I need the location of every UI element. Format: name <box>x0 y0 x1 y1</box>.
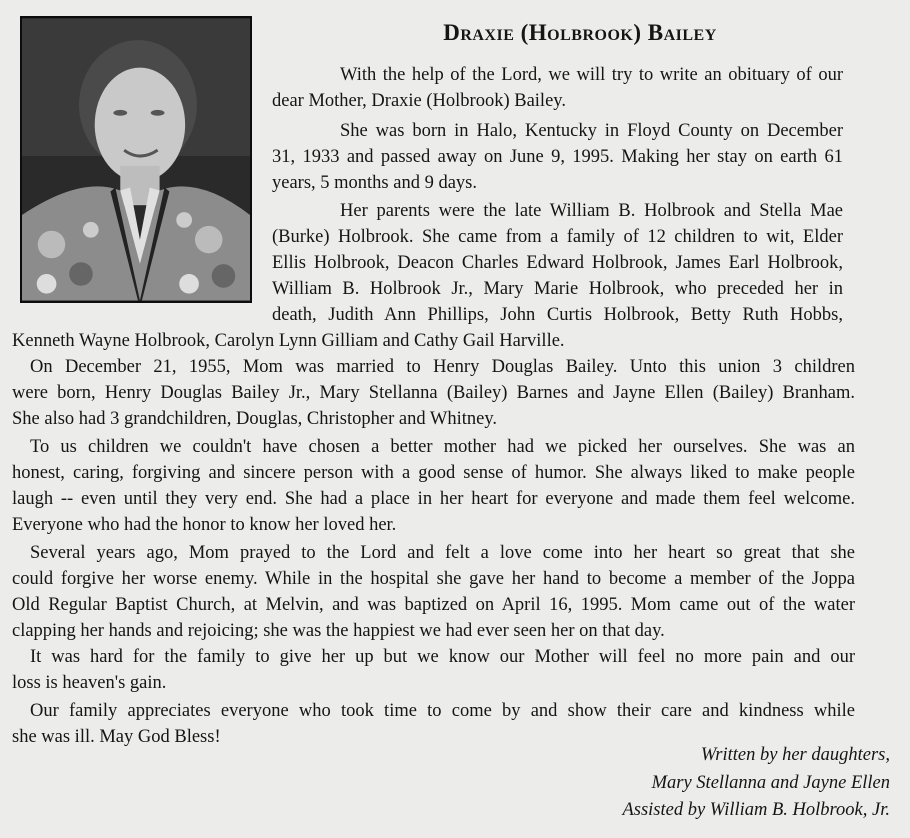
body-line: clapping her hands and rejoicing; she was the happiest we had ever seen her on that day. <box>12 621 665 641</box>
body-line: To us children we couldn't have chosen a better mother had we picked her ourselves. She was an <box>30 437 855 457</box>
body-line: loss is heaven's gain. <box>12 673 167 693</box>
body-line: On December 21, 1955, Mom was married to Henry Douglas Bailey. Unto this union 3 children <box>30 357 855 377</box>
body-line: With the help of the Lord, we will try to write an obituary of our <box>340 65 843 85</box>
signature-line-3: Assisted by William B. Holbrook, Jr. <box>622 800 890 820</box>
body-line: Old Regular Baptist Church, at Melvin, and was baptized on April 16, 1995. Mom came out of the water <box>12 595 855 615</box>
body-line: death, Judith Ann Phillips, John Curtis Holbrook, Betty Ruth Hobbs, <box>272 305 843 325</box>
body-line: Our family appreciates everyone who took time to come by and show their care and kindness while <box>30 701 855 721</box>
body-line: years, 5 months and 9 days. <box>272 173 478 193</box>
body-line: She also had 3 grandchildren, Douglas, Christopher and Whitney. <box>12 409 498 429</box>
body-line: William B. Holbrook Jr., Mary Marie Holbrook, who preceded her in <box>272 279 843 299</box>
body-line: dear Mother, Draxie (Holbrook) Bailey. <box>272 91 566 111</box>
body-line: were born, Henry Douglas Bailey Jr., Mary Stellanna (Bailey) Barnes and Jayne Ellen (Bailey) Branham. <box>12 383 855 403</box>
portrait-photo <box>20 16 252 303</box>
signature-line-2: Mary Stellanna and Jayne Ellen <box>651 773 890 793</box>
body-line: She was born in Halo, Kentucky in Floyd County on December <box>340 121 843 141</box>
body-line: 31, 1933 and passed away on June 9, 1995. Making her stay on earth 61 <box>272 147 843 167</box>
body-line: honest, caring, forgiving and sincere person with a good sense of humor. She always liked to make people <box>12 463 855 483</box>
portrait-illustration <box>22 18 250 301</box>
body-line: Several years ago, Mom prayed to the Lord and felt a love come into her heart so great that she <box>30 543 855 563</box>
signature-line-1: Written by her daughters, <box>700 745 890 765</box>
body-line: Everyone who had the honor to know her loved her. <box>12 515 397 535</box>
body-line: Kenneth Wayne Holbrook, Carolyn Lynn Gilliam and Cathy Gail Harville. <box>12 331 565 351</box>
body-line: could forgive her worse enemy. While in the hospital she gave her hand to become a member of the Joppa <box>12 569 855 589</box>
body-line: laugh -- even until they very end. She had a place in her heart for everyone and made them feel welcome. <box>12 489 855 509</box>
body-line: Her parents were the late William B. Holbrook and Stella Mae <box>340 201 843 221</box>
body-line: she was ill. May God Bless! <box>12 727 221 747</box>
body-line: It was hard for the family to give her up but we know our Mother will feel no more pain and our <box>30 647 855 667</box>
obituary-title: Draxie (Holbrook) Bailey <box>443 20 717 45</box>
body-line: (Burke) Holbrook. She came from a family of 12 children to wit, Elder <box>272 227 843 247</box>
body-line: Ellis Holbrook, Deacon Charles Edward Holbrook, James Earl Holbrook, <box>272 253 843 273</box>
